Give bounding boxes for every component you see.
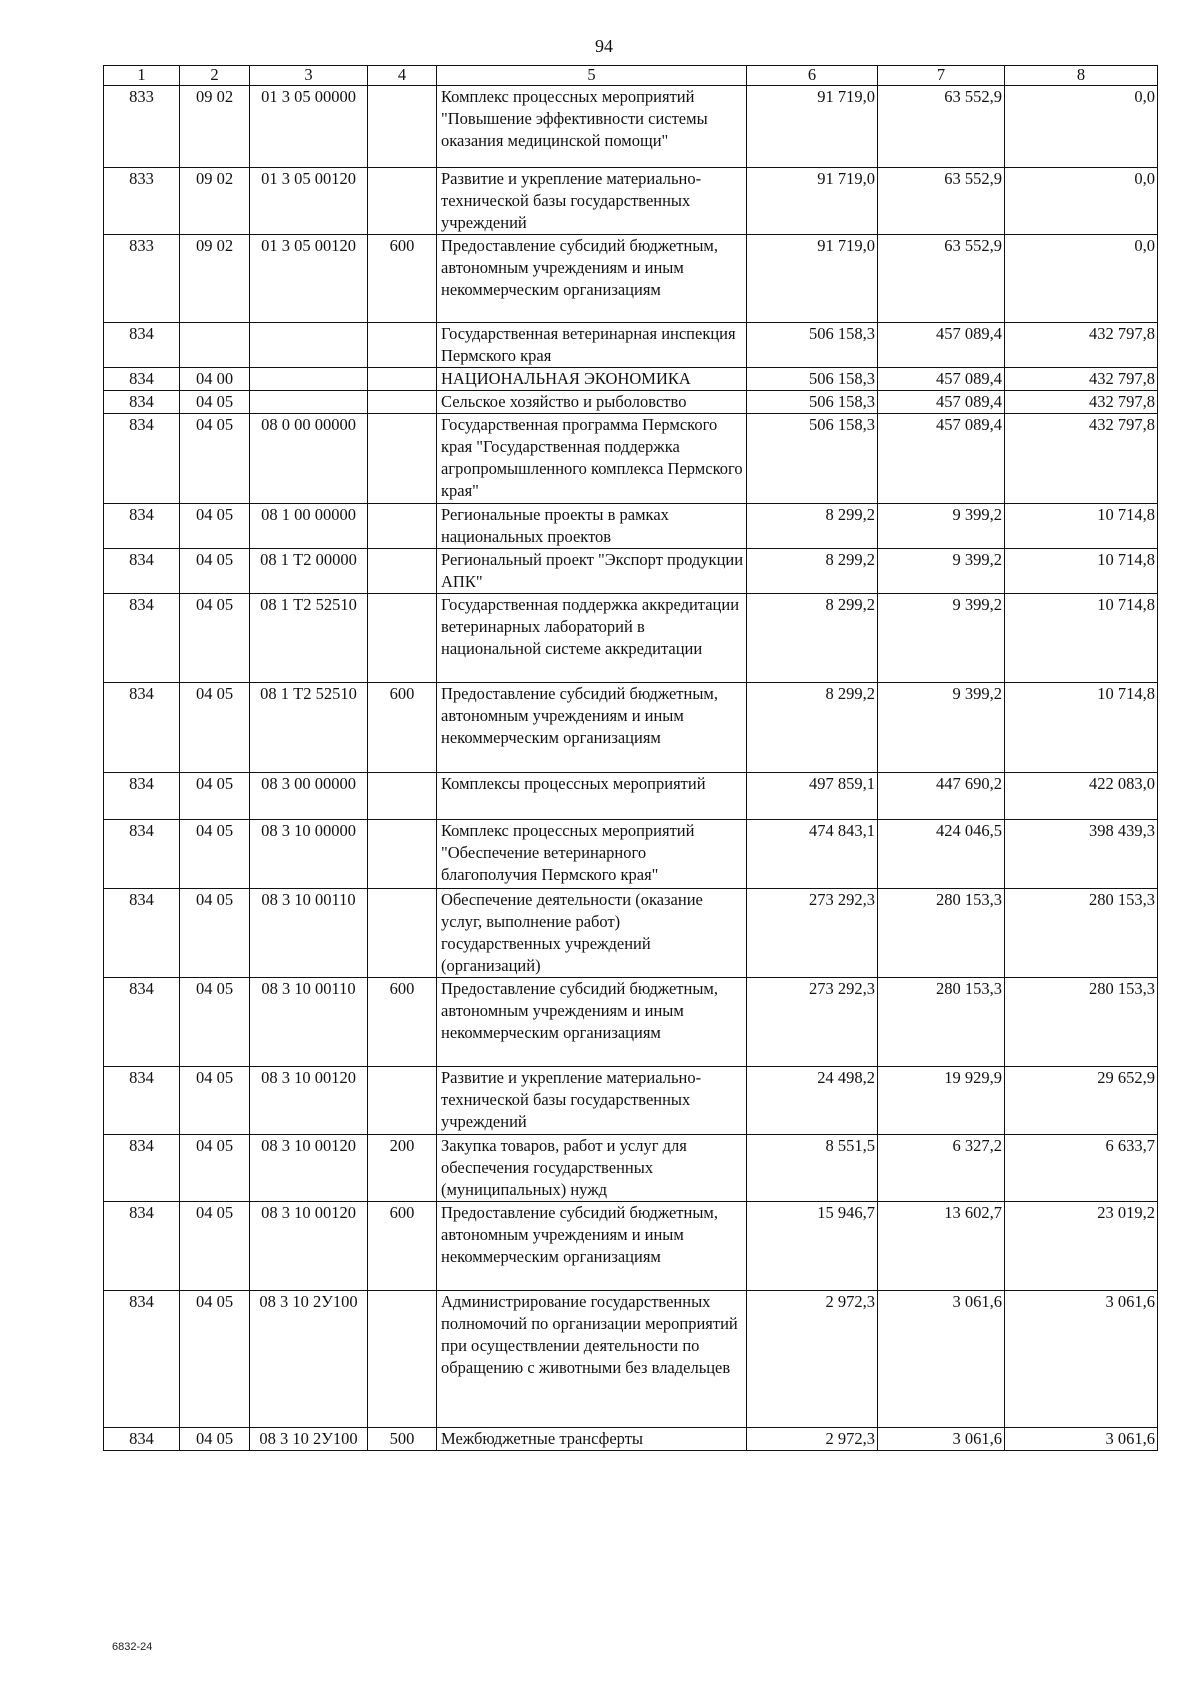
table-row xyxy=(104,820,1158,889)
cell-section-code: 04 00 xyxy=(180,368,250,391)
cell-section-code: 04 05 xyxy=(180,1291,250,1428)
cell-admin-code: 834 xyxy=(104,1135,180,1202)
cell-expense-type: 600 xyxy=(368,683,437,773)
cell-target-code: 08 1 Т2 52510 xyxy=(250,594,368,683)
cell-amount-col7: 3 061,6 xyxy=(878,1291,1005,1428)
cell-amount-col6: 506 158,3 xyxy=(747,323,878,368)
cell-target-code: 08 0 00 00000 xyxy=(250,414,368,504)
cell-description: Комплексы процессных мероприятий xyxy=(437,773,747,820)
cell-amount-col8: 0,0 xyxy=(1005,235,1158,323)
cell-amount-col7: 63 552,9 xyxy=(878,235,1005,323)
cell-amount-col8: 0,0 xyxy=(1005,168,1158,235)
cell-amount-col7: 457 089,4 xyxy=(878,368,1005,391)
cell-expense-type: 600 xyxy=(368,978,437,1067)
cell-admin-code: 834 xyxy=(104,368,180,391)
table-row xyxy=(104,889,1158,978)
cell-description: Предоставление субсидий бюджетным, автономным учреждениям и иным некоммерческим организациям xyxy=(437,683,747,773)
cell-target-code xyxy=(250,391,368,414)
cell-amount-col6: 91 719,0 xyxy=(747,235,878,323)
cell-description: Государственная ветеринарная инспекция Пермского края xyxy=(437,323,747,368)
cell-target-code: 08 3 10 00120 xyxy=(250,1202,368,1291)
table-row xyxy=(104,683,1158,773)
cell-admin-code: 833 xyxy=(104,86,180,168)
cell-section-code: 04 05 xyxy=(180,683,250,773)
cell-admin-code: 834 xyxy=(104,1067,180,1135)
table-row xyxy=(104,504,1158,549)
cell-target-code: 08 3 10 00110 xyxy=(250,978,368,1067)
table-row xyxy=(104,549,1158,594)
table-row xyxy=(104,235,1158,323)
cell-section-code: 04 05 xyxy=(180,889,250,978)
cell-expense-type: 600 xyxy=(368,1202,437,1291)
cell-description: Региональный проект "Экспорт продукции АПК" xyxy=(437,549,747,594)
cell-admin-code: 834 xyxy=(104,1202,180,1291)
cell-admin-code: 834 xyxy=(104,414,180,504)
cell-target-code: 08 3 10 00120 xyxy=(250,1067,368,1135)
cell-description: Межбюджетные трансферты xyxy=(437,1428,747,1451)
cell-amount-col7: 9 399,2 xyxy=(878,683,1005,773)
cell-amount-col7: 19 929,9 xyxy=(878,1067,1005,1135)
cell-amount-col8: 280 153,3 xyxy=(1005,889,1158,978)
cell-amount-col8: 432 797,8 xyxy=(1005,414,1158,504)
cell-description: Предоставление субсидий бюджетным, автономным учреждениям и иным некоммерческим организациям xyxy=(437,978,747,1067)
cell-target-code: 08 3 10 00110 xyxy=(250,889,368,978)
cell-section-code: 04 05 xyxy=(180,1067,250,1135)
cell-target-code: 01 3 05 00000 xyxy=(250,86,368,168)
table-row xyxy=(104,594,1158,683)
cell-amount-col8: 280 153,3 xyxy=(1005,978,1158,1067)
cell-amount-col7: 447 690,2 xyxy=(878,773,1005,820)
cell-expense-type: 500 xyxy=(368,1428,437,1451)
cell-expense-type xyxy=(368,414,437,504)
table-row xyxy=(104,1428,1158,1451)
cell-amount-col8: 10 714,8 xyxy=(1005,594,1158,683)
budget-table xyxy=(103,65,1158,1451)
table-row xyxy=(104,978,1158,1067)
cell-admin-code: 833 xyxy=(104,168,180,235)
cell-expense-type xyxy=(368,1291,437,1428)
cell-amount-col8: 0,0 xyxy=(1005,86,1158,168)
cell-admin-code: 834 xyxy=(104,683,180,773)
cell-amount-col8: 10 714,8 xyxy=(1005,683,1158,773)
cell-amount-col6: 273 292,3 xyxy=(747,978,878,1067)
col-header-8: 8 xyxy=(1005,66,1158,86)
cell-section-code: 04 05 xyxy=(180,504,250,549)
cell-admin-code: 834 xyxy=(104,978,180,1067)
cell-admin-code: 834 xyxy=(104,504,180,549)
cell-amount-col7: 280 153,3 xyxy=(878,978,1005,1067)
cell-target-code: 01 3 05 00120 xyxy=(250,168,368,235)
cell-target-code: 08 1 Т2 52510 xyxy=(250,683,368,773)
cell-expense-type xyxy=(368,368,437,391)
cell-amount-col7: 3 061,6 xyxy=(878,1428,1005,1451)
cell-section-code: 04 05 xyxy=(180,820,250,889)
col-header-3: 3 xyxy=(250,66,368,86)
cell-amount-col8: 23 019,2 xyxy=(1005,1202,1158,1291)
cell-amount-col6: 2 972,3 xyxy=(747,1291,878,1428)
cell-target-code: 08 3 10 00000 xyxy=(250,820,368,889)
col-header-5: 5 xyxy=(437,66,747,86)
cell-amount-col6: 8 299,2 xyxy=(747,549,878,594)
cell-expense-type xyxy=(368,889,437,978)
cell-amount-col8: 422 083,0 xyxy=(1005,773,1158,820)
cell-target-code: 08 3 10 2У100 xyxy=(250,1291,368,1428)
col-header-4: 4 xyxy=(368,66,437,86)
cell-section-code: 04 05 xyxy=(180,773,250,820)
cell-amount-col6: 273 292,3 xyxy=(747,889,878,978)
table-row xyxy=(104,1135,1158,1202)
cell-target-code: 08 3 10 00120 xyxy=(250,1135,368,1202)
cell-amount-col6: 506 158,3 xyxy=(747,391,878,414)
cell-description: Развитие и укрепление материально-технической базы государственных учреждений xyxy=(437,168,747,235)
cell-amount-col8: 3 061,6 xyxy=(1005,1291,1158,1428)
cell-expense-type xyxy=(368,168,437,235)
cell-amount-col6: 91 719,0 xyxy=(747,168,878,235)
cell-expense-type xyxy=(368,773,437,820)
cell-amount-col7: 13 602,7 xyxy=(878,1202,1005,1291)
table-row xyxy=(104,391,1158,414)
cell-description: Администрирование государственных полномочий по организации мероприятий при осуществлении деятельности по обращению с животными без владельцев xyxy=(437,1291,747,1428)
cell-amount-col8: 6 633,7 xyxy=(1005,1135,1158,1202)
table-row xyxy=(104,414,1158,504)
table-row xyxy=(104,168,1158,235)
cell-target-code xyxy=(250,368,368,391)
table-row xyxy=(104,1291,1158,1428)
cell-admin-code: 834 xyxy=(104,323,180,368)
cell-amount-col7: 424 046,5 xyxy=(878,820,1005,889)
cell-amount-col7: 9 399,2 xyxy=(878,504,1005,549)
cell-amount-col6: 474 843,1 xyxy=(747,820,878,889)
cell-expense-type xyxy=(368,323,437,368)
cell-amount-col7: 63 552,9 xyxy=(878,168,1005,235)
cell-amount-col6: 2 972,3 xyxy=(747,1428,878,1451)
cell-admin-code: 834 xyxy=(104,773,180,820)
cell-amount-col6: 15 946,7 xyxy=(747,1202,878,1291)
col-header-2: 2 xyxy=(180,66,250,86)
cell-section-code: 04 05 xyxy=(180,549,250,594)
cell-amount-col7: 9 399,2 xyxy=(878,549,1005,594)
cell-expense-type xyxy=(368,86,437,168)
cell-amount-col8: 29 652,9 xyxy=(1005,1067,1158,1135)
cell-admin-code: 834 xyxy=(104,549,180,594)
table-row xyxy=(104,323,1158,368)
cell-section-code xyxy=(180,323,250,368)
cell-amount-col6: 8 551,5 xyxy=(747,1135,878,1202)
cell-section-code: 09 02 xyxy=(180,86,250,168)
cell-admin-code: 834 xyxy=(104,594,180,683)
cell-target-code: 08 1 Т2 00000 xyxy=(250,549,368,594)
cell-description: Региональные проекты в рамках национальных проектов xyxy=(437,504,747,549)
cell-admin-code: 834 xyxy=(104,391,180,414)
col-header-7: 7 xyxy=(878,66,1005,86)
cell-target-code: 08 3 00 00000 xyxy=(250,773,368,820)
cell-target-code: 01 3 05 00120 xyxy=(250,235,368,323)
cell-amount-col6: 8 299,2 xyxy=(747,683,878,773)
cell-section-code: 09 02 xyxy=(180,168,250,235)
page-number: 94 xyxy=(595,36,613,56)
cell-admin-code: 834 xyxy=(104,889,180,978)
cell-amount-col6: 8 299,2 xyxy=(747,594,878,683)
cell-amount-col8: 10 714,8 xyxy=(1005,549,1158,594)
cell-amount-col7: 63 552,9 xyxy=(878,86,1005,168)
cell-target-code: 08 3 10 2У100 xyxy=(250,1428,368,1451)
cell-description: Развитие и укрепление материально-технической базы государственных учреждений xyxy=(437,1067,747,1135)
cell-amount-col8: 398 439,3 xyxy=(1005,820,1158,889)
cell-section-code: 04 05 xyxy=(180,978,250,1067)
cell-description: Государственная поддержка аккредитации ветеринарных лабораторий в национальной системе аккредитации xyxy=(437,594,747,683)
document-code: 6832-24 xyxy=(112,1641,153,1653)
cell-admin-code: 834 xyxy=(104,1291,180,1428)
cell-amount-col7: 6 327,2 xyxy=(878,1135,1005,1202)
cell-expense-type xyxy=(368,594,437,683)
cell-section-code: 09 02 xyxy=(180,235,250,323)
cell-description: Государственная программа Пермского края "Государственная поддержка агропромышленного комплекса Пермского края" xyxy=(437,414,747,504)
cell-expense-type xyxy=(368,820,437,889)
table-row xyxy=(104,368,1158,391)
cell-expense-type: 600 xyxy=(368,235,437,323)
header-row xyxy=(104,66,1158,86)
cell-amount-col7: 457 089,4 xyxy=(878,323,1005,368)
cell-amount-col7: 457 089,4 xyxy=(878,391,1005,414)
cell-amount-col8: 3 061,6 xyxy=(1005,1428,1158,1451)
cell-amount-col6: 8 299,2 xyxy=(747,504,878,549)
cell-section-code: 04 05 xyxy=(180,594,250,683)
cell-amount-col6: 497 859,1 xyxy=(747,773,878,820)
cell-description: Закупка товаров, работ и услуг для обеспечения государственных (муниципальных) нужд xyxy=(437,1135,747,1202)
col-header-1: 1 xyxy=(104,66,180,86)
cell-admin-code: 834 xyxy=(104,1428,180,1451)
cell-description: Предоставление субсидий бюджетным, автономным учреждениям и иным некоммерческим организациям xyxy=(437,235,747,323)
cell-amount-col8: 10 714,8 xyxy=(1005,504,1158,549)
cell-section-code: 04 05 xyxy=(180,1202,250,1291)
cell-amount-col6: 506 158,3 xyxy=(747,368,878,391)
cell-amount-col6: 91 719,0 xyxy=(747,86,878,168)
cell-admin-code: 833 xyxy=(104,235,180,323)
cell-amount-col8: 432 797,8 xyxy=(1005,391,1158,414)
cell-amount-col8: 432 797,8 xyxy=(1005,323,1158,368)
table-row xyxy=(104,1202,1158,1291)
cell-description: Обеспечение деятельности (оказание услуг, выполнение работ) государственных учреждений (организаций) xyxy=(437,889,747,978)
table-row xyxy=(104,773,1158,820)
table-row xyxy=(104,1067,1158,1135)
cell-expense-type xyxy=(368,504,437,549)
cell-expense-type xyxy=(368,391,437,414)
cell-description: Сельское хозяйство и рыболовство xyxy=(437,391,747,414)
cell-target-code xyxy=(250,323,368,368)
cell-description: Комплекс процессных мероприятий "Повышение эффективности системы оказания медицинской помощи" xyxy=(437,86,747,168)
cell-amount-col7: 457 089,4 xyxy=(878,414,1005,504)
cell-description: НАЦИОНАЛЬНАЯ ЭКОНОМИКА xyxy=(437,368,747,391)
cell-expense-type: 200 xyxy=(368,1135,437,1202)
col-header-6: 6 xyxy=(747,66,878,86)
cell-target-code: 08 1 00 00000 xyxy=(250,504,368,549)
cell-amount-col6: 24 498,2 xyxy=(747,1067,878,1135)
cell-amount-col7: 9 399,2 xyxy=(878,594,1005,683)
cell-section-code: 04 05 xyxy=(180,1135,250,1202)
cell-description: Предоставление субсидий бюджетным, автономным учреждениям и иным некоммерческим организациям xyxy=(437,1202,747,1291)
table-row xyxy=(104,86,1158,168)
cell-section-code: 04 05 xyxy=(180,414,250,504)
cell-amount-col8: 432 797,8 xyxy=(1005,368,1158,391)
cell-admin-code: 834 xyxy=(104,820,180,889)
cell-description: Комплекс процессных мероприятий "Обеспечение ветеринарного благополучия Пермского края" xyxy=(437,820,747,889)
cell-amount-col7: 280 153,3 xyxy=(878,889,1005,978)
cell-amount-col6: 506 158,3 xyxy=(747,414,878,504)
cell-expense-type xyxy=(368,1067,437,1135)
cell-section-code: 04 05 xyxy=(180,1428,250,1451)
cell-expense-type xyxy=(368,549,437,594)
cell-section-code: 04 05 xyxy=(180,391,250,414)
